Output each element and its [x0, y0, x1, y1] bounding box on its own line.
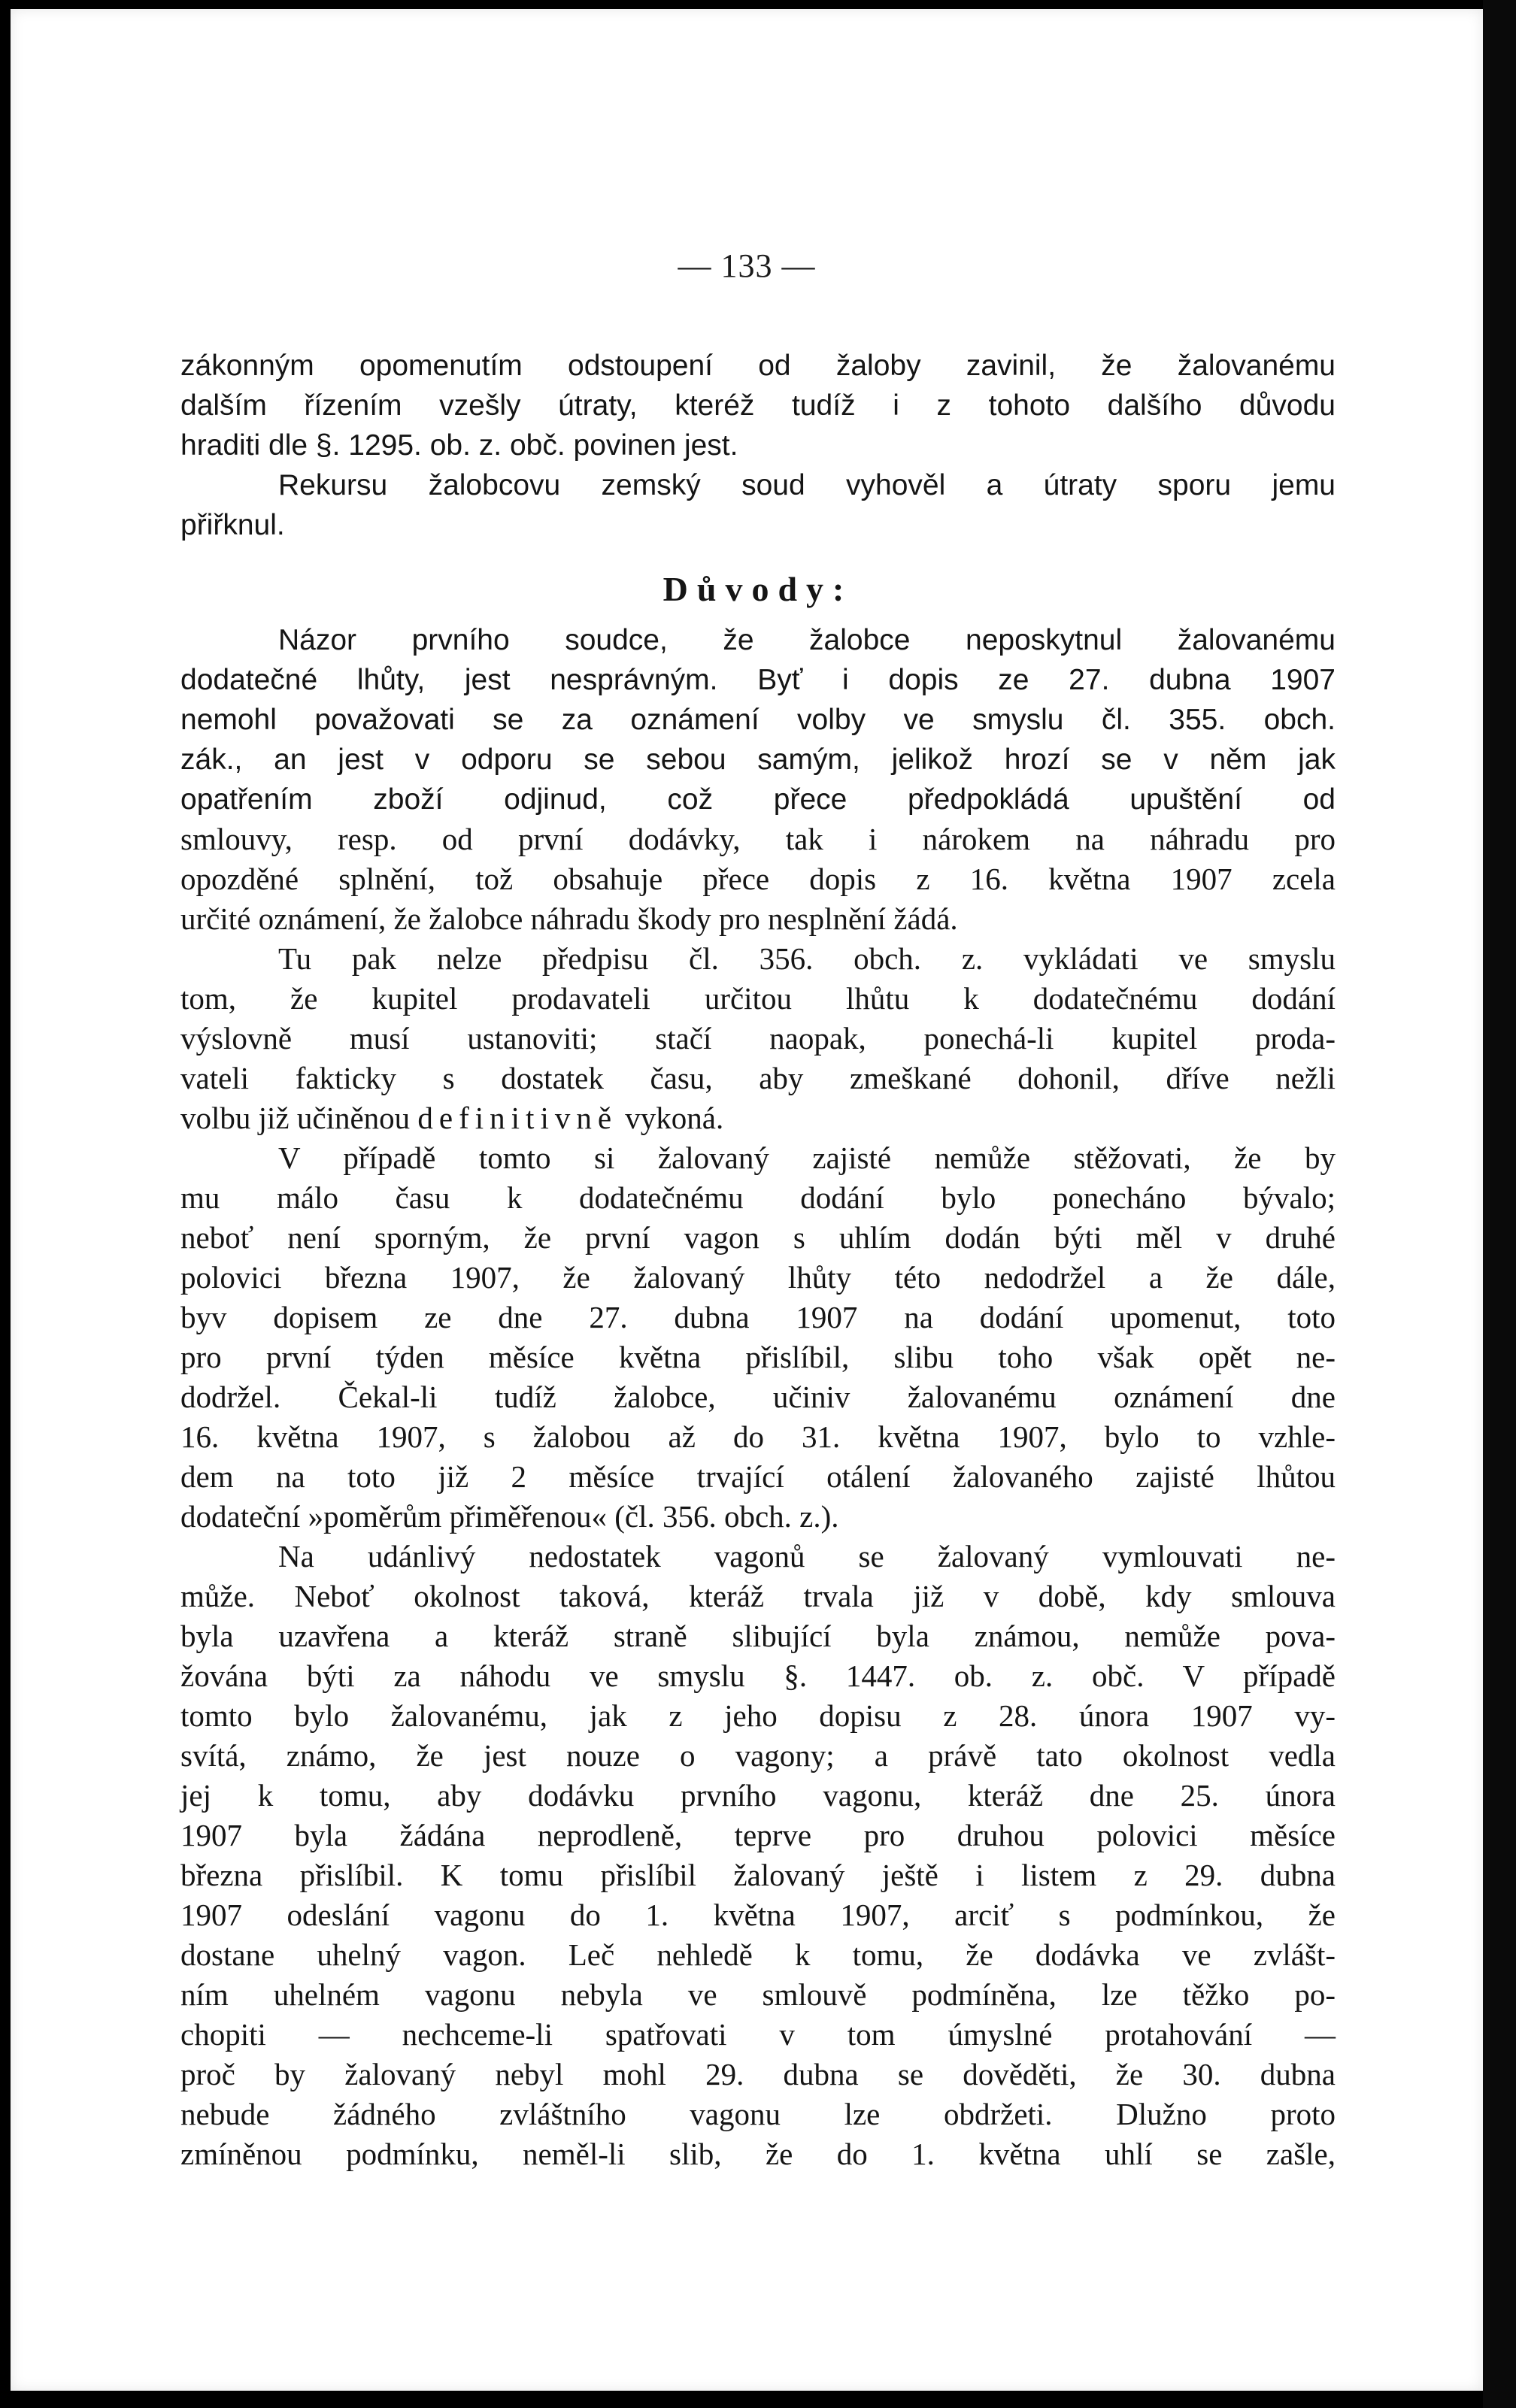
text-line: přiřknul. — [180, 509, 285, 541]
text-line: opozděné splnění, tož obsahuje přece dopis z 16. května 1907 zcela — [180, 862, 1336, 896]
text-fragment: vykoná. — [625, 1101, 724, 1135]
scan-border — [1483, 0, 1516, 2408]
body-text — [180, 346, 1336, 2174]
section-heading: Důvody: — [662, 570, 854, 608]
text-line: pro první týden měsíce května přislíbil, slibu toho však opět ne- — [180, 1340, 1336, 1374]
text-line: tom, že kupitel prodavateli určitou lhůtu k dodatečnému dodání — [180, 981, 1336, 1016]
text-line: dodatečné lhůty, jest nesprávným. Byť i dopis ze 27. dubna 1907 — [180, 664, 1336, 696]
text-line: polovici března 1907, že žalovaný lhůty této nedodržel a že dále, — [180, 1260, 1336, 1295]
text-line: hraditi dle §. 1295. ob. z. obč. povinen jest. — [180, 429, 738, 462]
text-line: nemohl považovati se za oznámení volby ve smyslu čl. 355. obch. — [180, 704, 1336, 736]
text-line: určité oznámení, že žalobce náhradu škody pro nesplnění žádá. — [180, 901, 958, 936]
text-line: Na udánlivý nedostatek vagonů se žalovaný vymlouvati ne- — [278, 1539, 1336, 1574]
text-line: zmíněnou podmínku, neměl-li slib, že do 1. května uhlí se zašle, — [180, 2137, 1336, 2171]
text-line: 1907 byla žádána neprodleně, teprve pro druhou polovici měsíce — [180, 1818, 1336, 1852]
text-line: proč by žalovaný nebyl mohl 29. dubna se dověděti, že 30. dubna — [180, 2057, 1336, 2091]
text-line: opatřením zboží odjinud, což přece předpokládá upuštění od — [180, 783, 1336, 816]
emphasized-word: definitivně — [417, 1101, 618, 1135]
text-line: zákonným opomenutím odstoupení od žaloby zavinil, že žalovanému — [180, 350, 1336, 382]
text-line: chopiti — nechceme-li spatřovati v tom úmyslné protahování — — [180, 2017, 1336, 2052]
text-line: tomto bylo žalovanému, jak z jeho dopisu z 28. února 1907 vy- — [180, 1698, 1336, 1733]
text-line: byv dopisem ze dne 27. dubna 1907 na dodání upomenut, toto — [180, 1300, 1336, 1334]
text-line: byla uzavřena a kteráž straně slibující byla známou, nemůže pova- — [180, 1619, 1336, 1653]
text-line: dalším řízením vzešly útraty, kteréž tudíž i z tohoto dalšího důvodu — [180, 389, 1336, 422]
text-line: smlouvy, resp. od první dodávky, tak i nárokem na náhradu pro — [180, 822, 1336, 856]
text-line: může. Neboť okolnost taková, kteráž trvala již v době, kdy smlouva — [180, 1579, 1336, 1613]
text-line — [180, 1098, 1336, 1138]
text-line: zák., an jest v odporu se sebou samým, jelikož hrozí se v něm jak — [180, 744, 1336, 776]
text-line: nebude žádného zvláštního vagonu lze obdržeti. Dlužno proto — [180, 2097, 1336, 2131]
text-line: Tu pak nelze předpisu čl. 356. obch. z. vykládati ve smyslu — [278, 941, 1336, 976]
text-line: mu málo času k dodatečnému dodání bylo ponecháno bývalo; — [180, 1180, 1336, 1215]
text-line: Názor prvního soudce, že žalobce neposkytnul žalovanému — [278, 624, 1336, 656]
text-line: ním uhelném vagonu nebyla ve smlouvě podmíněna, lze těžko po- — [180, 1977, 1336, 2012]
text-line: dodržel. Čekal-li tudíž žalobce, učiniv žalovanému oznámení dne — [180, 1380, 1336, 1414]
text-line: dodateční »poměrům přiměřenou« (čl. 356. obch. z.). — [180, 1499, 839, 1534]
page-number: — 133 — — [678, 247, 816, 284]
text-line: výslovně musí ustanoviti; stačí naopak, ponechá-li kupitel proda- — [180, 1021, 1336, 1056]
text-fragment: volbu již učiněnou — [180, 1101, 411, 1135]
text-line: dostane uhelný vagon. Leč nehledě k tomu, že dodávka ve zvlášt- — [180, 1937, 1336, 1972]
text-line: 1907 odeslání vagonu do 1. května 1907, arciť s podmínkou, že — [180, 1898, 1336, 1932]
text-line: dem na toto již 2 měsíce trvající otálení žalovaného zajisté lhůtou — [180, 1459, 1336, 1494]
text-line: března přislíbil. K tomu přislíbil žalovaný ještě i listem z 29. dubna — [180, 1858, 1336, 1892]
text-line: žována býti za náhodu ve smyslu §. 1447. ob. z. obč. V případě — [180, 1658, 1336, 1693]
text-line: Rekursu žalobcovu zemský soud vyhověl a útraty sporu jemu — [278, 469, 1336, 501]
text-line: 16. května 1907, s žalobou až do 31. května 1907, bylo to vzhle- — [180, 1419, 1336, 1454]
text-line: jej k tomu, aby dodávku prvního vagonu, kteráž dne 25. února — [180, 1778, 1336, 1813]
text-line: V případě tomto si žalovaný zajisté nemůže stěžovati, že by — [278, 1140, 1336, 1175]
text-line: svítá, známo, že jest nouze o vagony; a právě tato okolnost vedla — [180, 1738, 1336, 1773]
book-page — [11, 9, 1483, 2391]
text-line: vateli fakticky s dostatek času, aby zmeškané dohonil, dříve nežli — [180, 1061, 1336, 1095]
text-line: neboť není sporným, že první vagon s uhlím dodán býti měl v druhé — [180, 1220, 1336, 1255]
